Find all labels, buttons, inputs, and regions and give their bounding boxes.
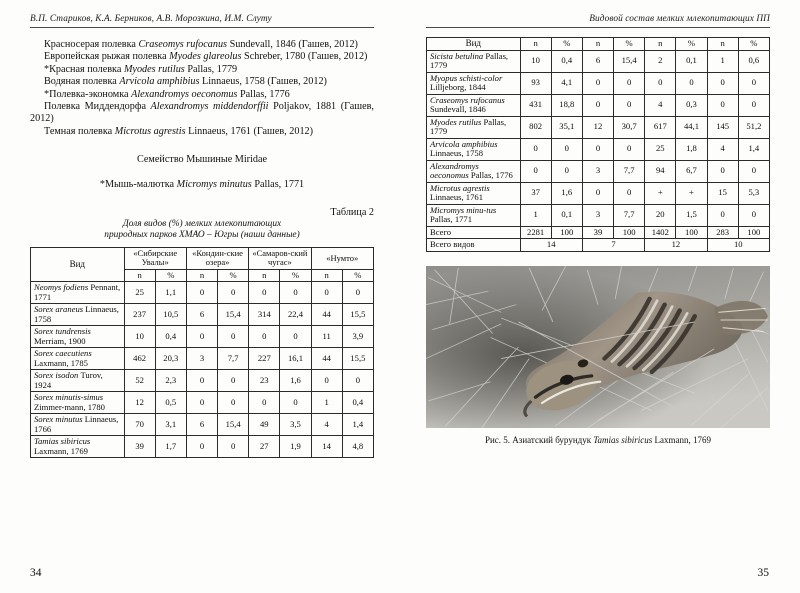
cell-value-6: 0 [311, 282, 342, 304]
cell-value-1: 0,1 [551, 204, 582, 226]
right-page [400, 0, 800, 593]
page-number-right: 35 [757, 567, 769, 579]
subheader-4: n [645, 38, 676, 51]
cell-species-author: Pallas, 1776 [470, 170, 513, 181]
figure-block [426, 266, 770, 445]
cell-species: Sicista betulina Pallas, 1779 [427, 50, 521, 72]
subheader-5: % [280, 269, 311, 282]
subheader-1: % [155, 269, 186, 282]
cell-value-7: 4,8 [342, 436, 373, 458]
subheader-4: n [249, 269, 280, 282]
cell-value-5: 0,3 [676, 94, 707, 116]
page-number-left: 34 [30, 567, 42, 579]
cell-value-7: 0 [342, 282, 373, 304]
family-species-suffix: Pallas, 1771 [251, 178, 305, 190]
cell-value-5: + [676, 182, 707, 204]
cell-value-6: 44 [311, 348, 342, 370]
family-species-prefix: *Мышь-малютка [99, 178, 177, 190]
cell-value-6: 0 [707, 160, 738, 182]
species-suffix: Linnaeus, 1761 (Гашев, 2012) [185, 125, 314, 137]
cell-value-6: 44 [311, 304, 342, 326]
cell-value-3: 7,7 [614, 160, 645, 182]
total-value-0: 2281 [520, 226, 551, 239]
subheader-3: % [614, 38, 645, 51]
figure-caption-prefix: Рис. 5. Азиатский бурундук [484, 434, 594, 445]
cell-value-4: 25 [645, 138, 676, 160]
subheader-2: n [186, 269, 217, 282]
species-latin: Microtus agrestis [114, 125, 186, 137]
cell-value-3: 0 [218, 326, 249, 348]
cell-value-5: 22,4 [280, 304, 311, 326]
cell-value-2: 6 [186, 414, 217, 436]
cell-species-author: Linnaeus, 1758 [34, 304, 119, 324]
table-head-continued [427, 38, 770, 51]
species-latin: Alexandromys oeconomus [131, 88, 238, 100]
cell-value-2: 3 [582, 160, 613, 182]
cell-species: Sorex minutis-simus Zimmer-mann, 1780 [31, 392, 125, 414]
cell-species-author: Linnaeus, 1766 [34, 414, 119, 434]
cell-species: Sorex caecutiens Laxmann, 1785 [31, 348, 125, 370]
cell-species-author: Lilljeborg, 1844 [430, 82, 486, 93]
cell-value-3: 7,7 [614, 204, 645, 226]
cell-value-5: 44,1 [676, 116, 707, 138]
table-caption-line1: Доля видов (%) мелких млекопитающих [122, 219, 282, 230]
cell-species-author: Laxmann, 1785 [34, 357, 88, 368]
cell-value-0: 10 [520, 50, 551, 72]
total-value-3: 100 [614, 226, 645, 239]
cell-value-2: 0 [186, 436, 217, 458]
cell-value-0: 10 [124, 326, 155, 348]
cell-value-1: 18,8 [551, 94, 582, 116]
species-entry [30, 64, 374, 76]
table-row [31, 370, 374, 392]
table-group-header-row [31, 247, 374, 269]
cell-value-4: 94 [645, 160, 676, 182]
cell-value-4: 0 [249, 282, 280, 304]
total-value-2: 39 [582, 226, 613, 239]
header-group-3: «Нумто» [311, 247, 373, 269]
cell-value-0: 52 [124, 370, 155, 392]
cell-value-6: 14 [311, 436, 342, 458]
family-species-latin: Micromys minutus [176, 178, 252, 190]
cell-value-1: 4,1 [551, 72, 582, 94]
table-body-continued [427, 50, 770, 251]
table-row [427, 160, 770, 182]
subheader-7: % [738, 38, 769, 51]
header-species-continued: Вид [427, 38, 521, 51]
cell-value-1: 1,7 [155, 436, 186, 458]
species-count-label: Всего видов [427, 239, 521, 252]
species-count-value-1: 7 [582, 239, 644, 252]
species-prefix: Водяная полевка [44, 76, 120, 88]
cell-value-5: 1,9 [280, 436, 311, 458]
cell-value-1: 1,1 [155, 282, 186, 304]
cell-value-4: + [645, 182, 676, 204]
table-caption-line2: природных парков ХМАО – Югры (наши данные) [104, 230, 300, 241]
species-entry [30, 126, 374, 138]
cell-value-3: 15,4 [614, 50, 645, 72]
cell-value-1: 0,4 [155, 326, 186, 348]
cell-value-6: 4 [311, 414, 342, 436]
cell-value-3: 0 [218, 282, 249, 304]
cell-value-1: 0 [551, 160, 582, 182]
cell-value-0: 0 [520, 138, 551, 160]
cell-value-6: 4 [707, 138, 738, 160]
cell-species-author: Pallas, 1779 [430, 50, 509, 71]
cell-value-0: 431 [520, 94, 551, 116]
cell-value-7: 51,2 [738, 116, 769, 138]
cell-species: Sorex tundrensis Merriam, 1900 [31, 326, 125, 348]
cell-value-6: 0 [707, 204, 738, 226]
cell-value-4: 0 [645, 72, 676, 94]
subheader-6: n [311, 269, 342, 282]
cell-species-author: Pallas, 1779 [430, 116, 507, 137]
cell-value-2: 0 [186, 392, 217, 414]
table-row [427, 204, 770, 226]
total-value-7: 100 [738, 226, 769, 239]
table-body [31, 282, 374, 458]
cell-value-1: 0,4 [551, 50, 582, 72]
species-prefix: *Полевка-экономка [44, 88, 132, 100]
cell-value-7: 0 [738, 204, 769, 226]
cell-species: Micromys minu-tus Pallas, 1771 [427, 204, 521, 226]
species-entry [30, 89, 374, 101]
cell-value-7: 0 [738, 72, 769, 94]
table-species-count-row [427, 239, 770, 252]
cell-value-6: 1 [707, 50, 738, 72]
cell-value-6: 1 [311, 392, 342, 414]
cell-value-4: 617 [645, 116, 676, 138]
cell-species-author: Laxmann, 1769 [34, 445, 88, 456]
cell-value-7: 0 [738, 160, 769, 182]
cell-value-4: 0 [249, 392, 280, 414]
total-label: Всего [427, 226, 521, 239]
cell-value-4: 227 [249, 348, 280, 370]
cell-value-6: 145 [707, 116, 738, 138]
cell-value-4: 4 [645, 94, 676, 116]
running-head-left: В.П. Стариков, К.А. Берников, А.В. Морозкина, И.М. Слуту [30, 14, 374, 28]
cell-species-author: Pennant, 1771 [34, 282, 121, 302]
cell-value-4: 20 [645, 204, 676, 226]
cell-value-2: 0 [186, 370, 217, 392]
table-row [31, 414, 374, 436]
cell-species-author: Zimmer-mann, 1780 [34, 401, 105, 412]
subheader-3: % [218, 269, 249, 282]
cell-species: Microtus agrestis Linnaeus, 1761 [427, 182, 521, 204]
cell-value-1: 3,1 [155, 414, 186, 436]
cell-species: Myodes rutilus Pallas, 1779 [427, 116, 521, 138]
cell-value-1: 0 [551, 138, 582, 160]
cell-value-5: 6,7 [676, 160, 707, 182]
header-group-1: «Кондин-​ские озера» [186, 247, 248, 269]
cell-species: Arvicola amphibius Linnaeus, 1758 [427, 138, 521, 160]
cell-species: Sorex minutus Linnaeus, 1766 [31, 414, 125, 436]
cell-value-5: 1,6 [280, 370, 311, 392]
cell-value-5: 1,5 [676, 204, 707, 226]
cell-species: Neomys fodiens Pennant, 1771 [31, 282, 125, 304]
cell-value-6: 0 [311, 370, 342, 392]
table-row [427, 94, 770, 116]
species-suffix: Pallas, 1776 [237, 88, 290, 100]
species-prefix: *Красная полевка [44, 63, 124, 75]
cell-value-7: 0,6 [738, 50, 769, 72]
cell-species-author: Pallas, 1771 [430, 214, 473, 225]
cell-value-4: 23 [249, 370, 280, 392]
cell-value-6: 0 [707, 94, 738, 116]
cell-value-0: 39 [124, 436, 155, 458]
table-row [31, 436, 374, 458]
species-prefix: Европейская рыжая полевка [44, 51, 170, 63]
cell-value-7: 0 [738, 94, 769, 116]
cell-value-1: 1,6 [551, 182, 582, 204]
cell-species: Sorex araneus Linnaeus, 1758 [31, 304, 125, 326]
species-list-left [30, 39, 374, 191]
species-suffix: Pallas, 1779 [184, 63, 238, 75]
table-row [427, 138, 770, 160]
cell-value-6: 11 [311, 326, 342, 348]
total-value-1: 100 [551, 226, 582, 239]
header-species: Вид [31, 247, 125, 281]
subheader-2: n [582, 38, 613, 51]
figure-caption-latin: Tamias sibiricus [593, 434, 653, 445]
cell-value-7: 15,5 [342, 304, 373, 326]
cell-value-4: 314 [249, 304, 280, 326]
cell-value-2: 6 [582, 50, 613, 72]
total-value-6: 283 [707, 226, 738, 239]
table-row [427, 116, 770, 138]
family-heading: Семейство Мышиные Miridae [136, 154, 268, 166]
species-share-table-part1 [30, 247, 374, 458]
species-latin: Myodes glareolus [169, 51, 242, 63]
cell-value-0: 462 [124, 348, 155, 370]
cell-value-7: 0 [342, 370, 373, 392]
species-count-value-0: 14 [520, 239, 582, 252]
cell-value-4: 0 [249, 326, 280, 348]
family-species-entry [30, 179, 374, 191]
cell-value-5: 0,1 [676, 50, 707, 72]
species-suffix: Linnaeus, 1758 (Гашев, 2012) [199, 76, 327, 88]
species-latin: Myodes rutilus [123, 63, 185, 75]
cell-value-5: 0 [280, 326, 311, 348]
cell-value-0: 237 [124, 304, 155, 326]
cell-value-7: 15,5 [342, 348, 373, 370]
cell-value-2: 0 [582, 72, 613, 94]
table-row [31, 282, 374, 304]
species-latin: Alexandromys middendorffii [150, 101, 269, 113]
species-prefix: Полевка Миддендорфа [44, 101, 151, 113]
cell-value-2: 6 [186, 304, 217, 326]
cell-value-3: 0 [218, 370, 249, 392]
cell-value-3: 7,7 [218, 348, 249, 370]
species-latin: Craseomys rufocanus [138, 39, 228, 50]
header-group-2: «Самаров-​ский чугас» [249, 247, 311, 269]
cell-species-author: Linnaeus, 1761 [430, 192, 483, 203]
cell-value-7: 0,4 [342, 392, 373, 414]
cell-value-7: 1,4 [342, 414, 373, 436]
cell-value-0: 1 [520, 204, 551, 226]
subheader-5: % [676, 38, 707, 51]
cell-value-1: 20,3 [155, 348, 186, 370]
cell-value-2: 3 [582, 204, 613, 226]
table-row [427, 182, 770, 204]
cell-species-author: Sundevall, 1846 [430, 104, 486, 115]
table-label: Таблица 2 [330, 207, 374, 219]
table-caption [30, 219, 374, 242]
cell-species: Sorex isodon Turov, 1924 [31, 370, 125, 392]
cell-value-3: 15,4 [218, 304, 249, 326]
species-count-value-3: 10 [707, 239, 769, 252]
cell-value-1: 2,3 [155, 370, 186, 392]
table-row [31, 348, 374, 370]
cell-value-6: 0 [707, 72, 738, 94]
cell-value-0: 37 [520, 182, 551, 204]
cell-value-3: 0 [218, 436, 249, 458]
cell-value-5: 0 [676, 72, 707, 94]
species-suffix: Sundevall, 1846 (Гашев, 2012) [227, 39, 358, 50]
species-count-value-2: 12 [645, 239, 707, 252]
cell-value-2: 0 [186, 326, 217, 348]
cell-value-3: 15,4 [218, 414, 249, 436]
figure-caption-suffix: Laxmann, 1769 [652, 434, 712, 445]
species-latin: Arvicola amphibius [119, 76, 200, 88]
cell-value-2: 0 [582, 182, 613, 204]
species-entry [30, 39, 374, 51]
subheader-6: n [707, 38, 738, 51]
cell-value-5: 0 [280, 392, 311, 414]
cell-value-2: 0 [582, 94, 613, 116]
cell-value-2: 0 [186, 282, 217, 304]
figure-caption [426, 435, 770, 445]
table-head [31, 247, 374, 281]
total-value-4: 1402 [645, 226, 676, 239]
subheader-7: % [342, 269, 373, 282]
cell-value-3: 0 [218, 392, 249, 414]
cell-value-3: 0 [614, 72, 645, 94]
species-entry [30, 51, 374, 63]
cell-species: Tamias sibiricus Laxmann, 1769 [31, 436, 125, 458]
cell-value-0: 70 [124, 414, 155, 436]
table-row [31, 326, 374, 348]
cell-species: Alexandromys oeconomus Pallas, 1776 [427, 160, 521, 182]
cell-value-0: 12 [124, 392, 155, 414]
cell-value-7: 1,4 [738, 138, 769, 160]
cell-value-2: 0 [582, 138, 613, 160]
cell-species: Craseomys rufocanus Sundevall, 1846 [427, 94, 521, 116]
cell-value-5: 16,1 [280, 348, 311, 370]
cell-value-5: 1,8 [676, 138, 707, 160]
cell-value-7: 5,3 [738, 182, 769, 204]
cell-value-4: 49 [249, 414, 280, 436]
cell-species: Myopus schisti-color Lilljeborg, 1844 [427, 72, 521, 94]
table-row [31, 392, 374, 414]
header-group-0: «Сибирские Увалы» [124, 247, 186, 269]
cell-value-0: 802 [520, 116, 551, 138]
cell-value-0: 93 [520, 72, 551, 94]
cell-value-3: 0 [614, 94, 645, 116]
cell-value-2: 12 [582, 116, 613, 138]
species-entry [30, 76, 374, 88]
cell-value-7: 3,9 [342, 326, 373, 348]
cell-species-author: Turov, 1924 [34, 370, 103, 390]
subheader-0: n [520, 38, 551, 51]
cell-value-4: 27 [249, 436, 280, 458]
cell-value-6: 15 [707, 182, 738, 204]
species-suffix: Poljakov, 1881 (Гашев, 2012) [30, 101, 374, 125]
species-entry [30, 101, 374, 126]
cell-value-3: 0 [614, 138, 645, 160]
running-head-right: Видовой состав мелких млекопитающих ПП [426, 14, 770, 28]
cell-value-4: 2 [645, 50, 676, 72]
table-row [31, 304, 374, 326]
cell-value-3: 0 [614, 182, 645, 204]
subheader-0: n [124, 269, 155, 282]
cell-species-author: Linnaeus, 1758 [430, 148, 483, 159]
total-value-5: 100 [676, 226, 707, 239]
species-share-table-part2 [426, 37, 770, 252]
cell-value-1: 10,5 [155, 304, 186, 326]
cell-value-0: 0 [520, 160, 551, 182]
table-row [427, 50, 770, 72]
cell-value-5: 3,5 [280, 414, 311, 436]
cell-species-author: Merriam, 1900 [34, 335, 86, 346]
chipmunk-photo [426, 266, 770, 428]
cell-value-0: 25 [124, 282, 155, 304]
subheader-1: % [551, 38, 582, 51]
cell-value-3: 30,7 [614, 116, 645, 138]
cell-value-5: 0 [280, 282, 311, 304]
species-prefix: Красносерая полевка [44, 39, 139, 50]
table-row [427, 72, 770, 94]
table-total-row [427, 226, 770, 239]
cell-value-1: 0,5 [155, 392, 186, 414]
cell-value-2: 3 [186, 348, 217, 370]
cell-value-1: 35,1 [551, 116, 582, 138]
species-prefix: Темная полевка [44, 125, 115, 137]
table-subheader-row-continued [427, 38, 770, 51]
species-suffix: Schreber, 1780 (Гашев, 2012) [241, 51, 368, 63]
